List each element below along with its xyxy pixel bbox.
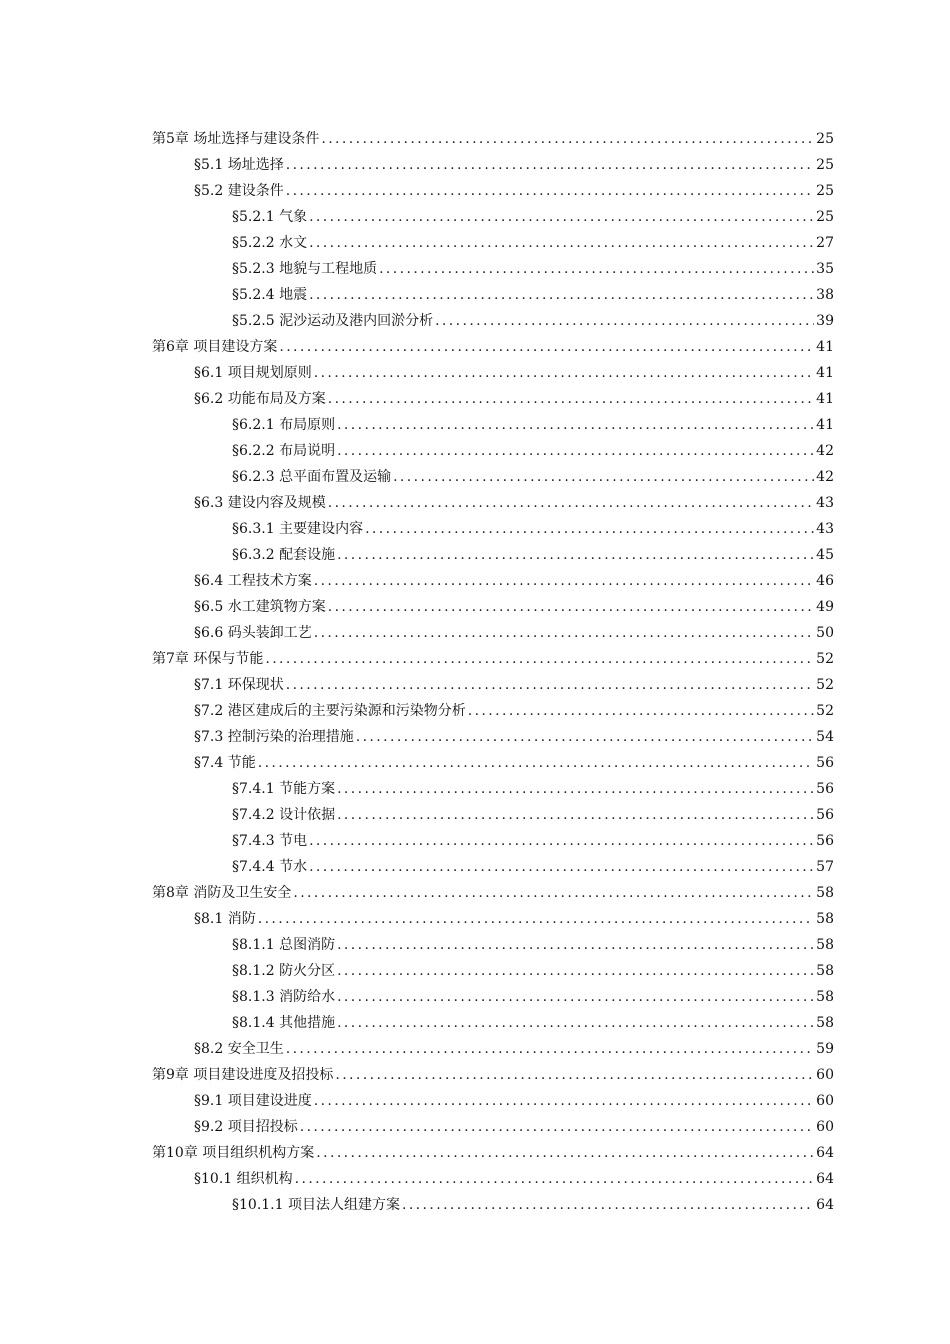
toc-entry[interactable] xyxy=(152,126,834,152)
toc-entry-title: §8.1.1 总图消防 xyxy=(232,937,336,953)
toc-page-number: 57 xyxy=(816,859,834,875)
toc-page-number: 35 xyxy=(816,261,834,277)
toc-entry-title: §8.1 消防 xyxy=(194,911,256,927)
toc-entry-title: §9.2 项目招投标 xyxy=(194,1119,298,1135)
toc-page-number: 45 xyxy=(816,547,834,563)
toc-dot-leader xyxy=(300,1114,814,1140)
toc-entry-title: §10.1.1 项目法人组建方案 xyxy=(232,1197,400,1213)
toc-entry[interactable] xyxy=(152,204,834,230)
toc-entry[interactable] xyxy=(152,1192,834,1218)
toc-dot-leader xyxy=(309,204,814,230)
toc-entry-title: §6.3 建设内容及规模 xyxy=(194,495,326,511)
toc-entry[interactable] xyxy=(152,464,834,490)
toc-entry-title: 第9章 项目建设进度及招投标 xyxy=(152,1067,334,1083)
toc-page-number: 58 xyxy=(816,885,834,901)
toc-entry-title: §5.2.1 气象 xyxy=(232,209,308,225)
toc-entry[interactable] xyxy=(152,646,834,672)
toc-entry[interactable] xyxy=(152,412,834,438)
toc-dot-leader xyxy=(435,308,814,334)
toc-page-number: 64 xyxy=(816,1197,834,1213)
toc-dot-leader xyxy=(314,360,814,386)
toc-dot-leader xyxy=(337,542,814,568)
toc-dot-leader xyxy=(379,256,814,282)
toc-entry-title: §8.1.3 消防给水 xyxy=(232,989,336,1005)
toc-entry[interactable] xyxy=(152,1140,834,1166)
toc-page-number: 25 xyxy=(816,131,834,147)
toc-page-number: 54 xyxy=(816,729,834,745)
toc-entry-title: §10.1 组织机构 xyxy=(194,1171,293,1187)
toc-page-number: 25 xyxy=(816,209,834,225)
toc-dot-leader xyxy=(314,568,814,594)
toc-entry-title: §7.3 控制污染的治理措施 xyxy=(194,729,354,745)
toc-entry-title: §8.1.4 其他措施 xyxy=(232,1015,336,1031)
toc-page-number: 58 xyxy=(816,1015,834,1031)
toc-dot-leader xyxy=(321,126,814,152)
toc-dot-leader xyxy=(286,672,814,698)
toc-dot-leader xyxy=(293,880,814,906)
toc-page-number: 38 xyxy=(816,287,834,303)
toc-entry[interactable] xyxy=(152,1010,834,1036)
toc-entry[interactable] xyxy=(152,672,834,698)
toc-entry-title: §6.3.1 主要建设内容 xyxy=(232,521,364,537)
toc-dot-leader xyxy=(258,750,814,776)
toc-page-number: 58 xyxy=(816,989,834,1005)
toc-dot-leader xyxy=(337,802,814,828)
toc-entry-title: §6.2 功能布局及方案 xyxy=(194,391,326,407)
toc-page-number: 60 xyxy=(816,1093,834,1109)
toc-entry-title: 第7章 环保与节能 xyxy=(152,651,264,667)
toc-page-number: 64 xyxy=(816,1145,834,1161)
toc-page-number: 52 xyxy=(816,703,834,719)
toc-dot-leader xyxy=(402,1192,814,1218)
toc-entry-title: §5.1 场址选择 xyxy=(194,157,284,173)
toc-entry-title: §9.1 项目建设进度 xyxy=(194,1093,312,1109)
toc-entry-title: §6.5 水工建筑物方案 xyxy=(194,599,326,615)
toc-entry[interactable] xyxy=(152,594,834,620)
toc-dot-leader xyxy=(309,854,814,880)
toc-entry-title: §7.4 节能 xyxy=(194,755,256,771)
toc-entry-title: §5.2.3 地貌与工程地质 xyxy=(232,261,378,277)
toc-entry-title: §6.2.1 布局原则 xyxy=(232,417,336,433)
toc-entry-title: §8.1.2 防火分区 xyxy=(232,963,336,979)
toc-entry[interactable] xyxy=(152,568,834,594)
toc-dot-leader xyxy=(337,932,814,958)
toc-page-number: 42 xyxy=(816,469,834,485)
toc-entry[interactable] xyxy=(152,334,834,360)
toc-entry-title: §5.2.5 泥沙运动及港内回淤分析 xyxy=(232,313,434,329)
toc-entry[interactable] xyxy=(152,1036,834,1062)
toc-page-number: 58 xyxy=(816,963,834,979)
toc-page-number: 50 xyxy=(816,625,834,641)
toc-entry[interactable] xyxy=(152,1166,834,1192)
toc-dot-leader xyxy=(286,152,814,178)
toc-dot-leader xyxy=(356,724,814,750)
table-of-contents xyxy=(152,126,834,1218)
toc-page-number: 27 xyxy=(816,235,834,251)
toc-entry[interactable] xyxy=(152,1062,834,1088)
toc-page-number: 52 xyxy=(816,677,834,693)
toc-dot-leader xyxy=(365,516,814,542)
toc-dot-leader xyxy=(279,334,814,360)
toc-entry[interactable] xyxy=(152,802,834,828)
toc-entry-title: 第10章 项目组织机构方案 xyxy=(152,1145,315,1161)
toc-entry[interactable] xyxy=(152,958,834,984)
toc-entry[interactable] xyxy=(152,230,834,256)
toc-entry-title: §6.2.3 总平面布置及运输 xyxy=(232,469,392,485)
toc-entry[interactable] xyxy=(152,178,834,204)
toc-dot-leader xyxy=(337,984,814,1010)
toc-entry-title: §6.1 项目规划原则 xyxy=(194,365,312,381)
toc-page-number: 49 xyxy=(816,599,834,615)
toc-page-number: 41 xyxy=(816,391,834,407)
toc-dot-leader xyxy=(295,1166,815,1192)
toc-page-number: 56 xyxy=(816,807,834,823)
toc-dot-leader xyxy=(337,438,814,464)
toc-page-number: 43 xyxy=(816,495,834,511)
toc-entry-title: §7.4.3 节电 xyxy=(232,833,308,849)
toc-entry[interactable] xyxy=(152,308,834,334)
toc-entry-title: §6.2.2 布局说明 xyxy=(232,443,336,459)
toc-dot-leader xyxy=(286,1036,814,1062)
toc-entry-title: §6.4 工程技术方案 xyxy=(194,573,312,589)
toc-page-number: 52 xyxy=(816,651,834,667)
toc-entry[interactable] xyxy=(152,542,834,568)
toc-page-number: 56 xyxy=(816,781,834,797)
toc-dot-leader xyxy=(468,698,814,724)
toc-entry[interactable] xyxy=(152,516,834,542)
toc-entry[interactable] xyxy=(152,256,834,282)
toc-dot-leader xyxy=(265,646,814,672)
toc-page-number: 58 xyxy=(816,937,834,953)
toc-entry-title: §5.2.2 水文 xyxy=(232,235,308,251)
toc-entry[interactable] xyxy=(152,750,834,776)
toc-page-number: 39 xyxy=(816,313,834,329)
toc-dot-leader xyxy=(393,464,814,490)
toc-page-number: 25 xyxy=(816,183,834,199)
toc-entry[interactable] xyxy=(152,854,834,880)
toc-dot-leader xyxy=(309,230,814,256)
toc-dot-leader xyxy=(309,828,814,854)
toc-entry-title: §8.2 安全卫生 xyxy=(194,1041,284,1057)
toc-page-number: 56 xyxy=(816,755,834,771)
toc-dot-leader xyxy=(316,1140,814,1166)
toc-page-number: 43 xyxy=(816,521,834,537)
toc-page-number: 41 xyxy=(816,365,834,381)
toc-entry[interactable] xyxy=(152,776,834,802)
toc-page-number: 64 xyxy=(816,1171,834,1187)
toc-page-number: 42 xyxy=(816,443,834,459)
toc-page-number: 41 xyxy=(816,339,834,355)
toc-entry[interactable] xyxy=(152,282,834,308)
toc-dot-leader xyxy=(314,620,814,646)
toc-entry-title: §5.2 建设条件 xyxy=(194,183,284,199)
toc-entry-title: §6.3.2 配套设施 xyxy=(232,547,336,563)
toc-dot-leader xyxy=(258,906,814,932)
toc-entry[interactable] xyxy=(152,880,834,906)
toc-entry[interactable] xyxy=(152,1088,834,1114)
toc-entry[interactable] xyxy=(152,490,834,516)
toc-page-number: 56 xyxy=(816,833,834,849)
toc-page-number: 46 xyxy=(816,573,834,589)
toc-page-number: 58 xyxy=(816,911,834,927)
toc-entry[interactable] xyxy=(152,152,834,178)
toc-entry[interactable] xyxy=(152,932,834,958)
toc-page-number: 60 xyxy=(816,1119,834,1135)
toc-dot-leader xyxy=(328,386,814,412)
toc-entry[interactable] xyxy=(152,360,834,386)
toc-entry-title: §6.6 码头装卸工艺 xyxy=(194,625,312,641)
toc-page-number: 25 xyxy=(816,157,834,173)
toc-dot-leader xyxy=(335,1062,814,1088)
toc-dot-leader xyxy=(328,490,814,516)
toc-dot-leader xyxy=(337,1010,814,1036)
toc-entry-title: §7.2 港区建成后的主要污染源和污染物分析 xyxy=(194,703,466,719)
toc-page-number: 41 xyxy=(816,417,834,433)
toc-entry[interactable] xyxy=(152,984,834,1010)
toc-entry[interactable] xyxy=(152,1114,834,1140)
toc-page-number: 59 xyxy=(816,1041,834,1057)
toc-dot-leader xyxy=(337,958,814,984)
toc-entry[interactable] xyxy=(152,438,834,464)
toc-dot-leader xyxy=(328,594,814,620)
toc-entry-title: §5.2.4 地震 xyxy=(232,287,308,303)
toc-dot-leader xyxy=(286,178,814,204)
toc-entry[interactable] xyxy=(152,724,834,750)
toc-entry-title: §7.4.1 节能方案 xyxy=(232,781,336,797)
toc-dot-leader xyxy=(309,282,814,308)
toc-entry[interactable] xyxy=(152,386,834,412)
toc-page-number: 60 xyxy=(816,1067,834,1083)
toc-entry[interactable] xyxy=(152,620,834,646)
toc-entry[interactable] xyxy=(152,698,834,724)
toc-dot-leader xyxy=(337,412,814,438)
toc-entry[interactable] xyxy=(152,828,834,854)
toc-entry-title: §7.4.2 设计依据 xyxy=(232,807,336,823)
toc-entry-title: §7.4.4 节水 xyxy=(232,859,308,875)
toc-dot-leader xyxy=(337,776,814,802)
toc-entry-title: 第5章 场址选择与建设条件 xyxy=(152,131,320,147)
toc-entry-title: §7.1 环保现状 xyxy=(194,677,284,693)
toc-entry[interactable] xyxy=(152,906,834,932)
toc-entry-title: 第8章 消防及卫生安全 xyxy=(152,885,292,901)
toc-entry-title: 第6章 项目建设方案 xyxy=(152,339,278,355)
toc-dot-leader xyxy=(314,1088,814,1114)
